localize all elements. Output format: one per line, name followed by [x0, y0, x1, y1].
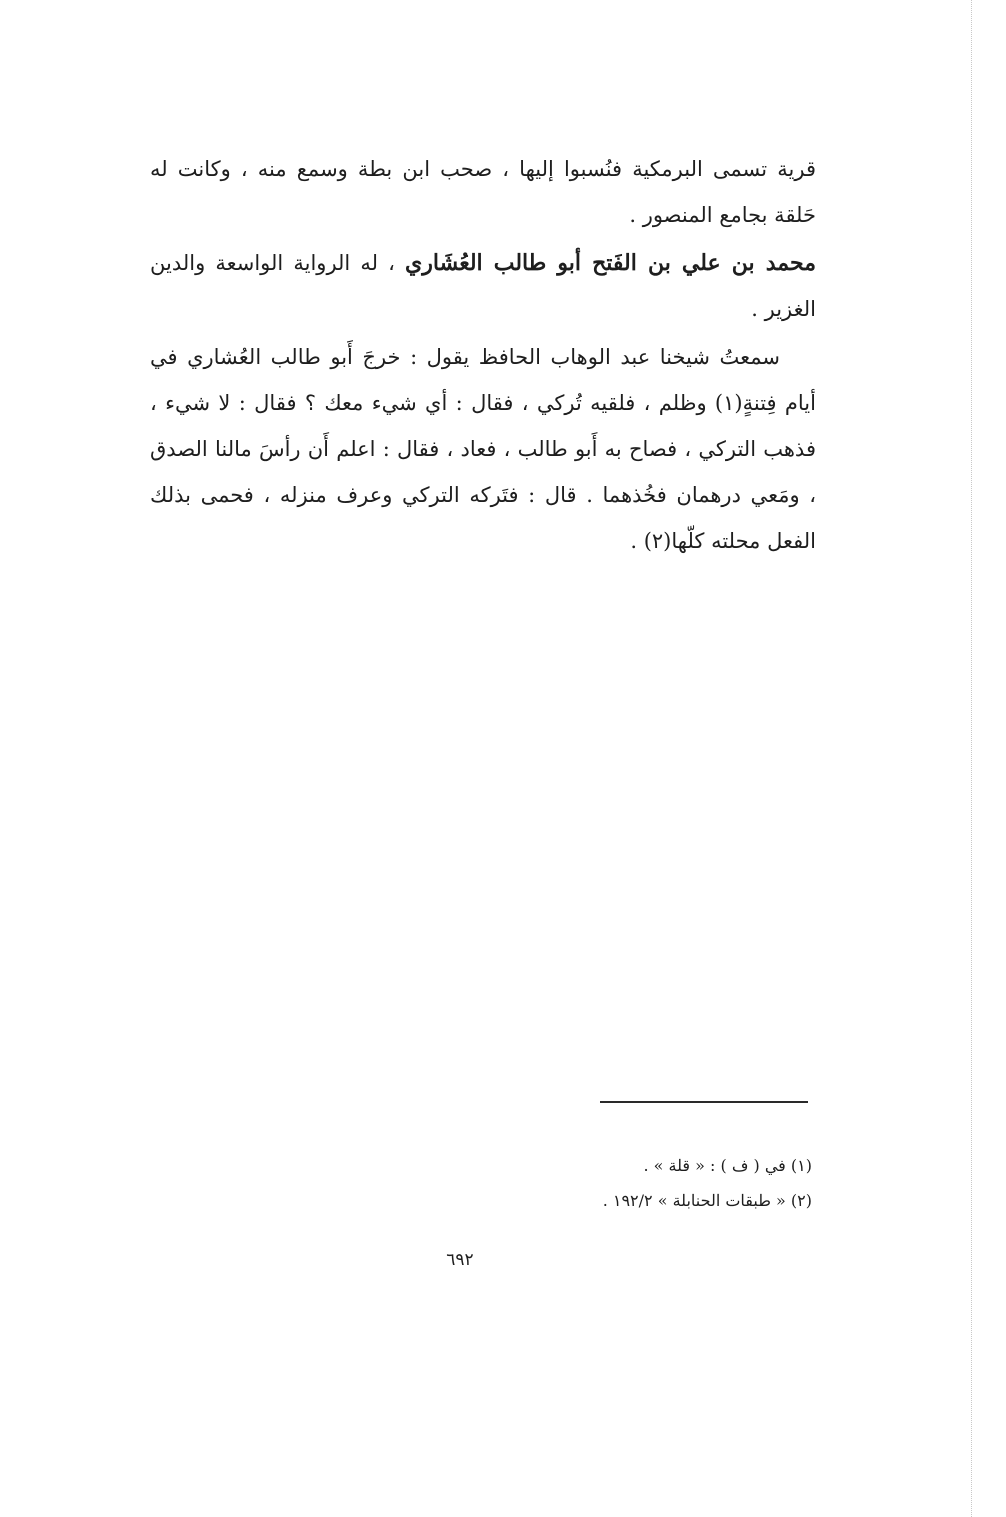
paragraph-text — [150, 240, 816, 332]
anecdote-paragraph — [150, 334, 816, 564]
footnote-2: (٢) « طبقات الحنابلة » ١٩٢/٢ . — [602, 1191, 812, 1210]
entry-name: محمد بن علي بن الفَتح أبو طالب العُشَاري — [405, 250, 816, 276]
biography-entry — [150, 240, 816, 332]
footnotes — [400, 1148, 812, 1218]
paragraph-continuation — [150, 146, 816, 238]
paragraph-text: قرية تسمى البرمكية فنُسبوا إليها ، صحب ابن بطة وسمع منه ، وكانت له حَلقة بجامع المنصور . — [150, 157, 816, 227]
footnote-divider — [600, 1101, 808, 1103]
footnote-1: (١) في ( ف ) : « قلة » . — [643, 1156, 812, 1175]
paragraph-text: سمعتُ شيخنا عبد الوهاب الحافظ يقول : خرجَ أَبو طالب العُشاري في أيام فِتنةٍ(١) وظلم ، فلقيه تُركي ، فقال : أي شيء معك ؟ فقال : لا شيء ، فذهب التركي ، فصاح به أَبو طالب ، فعاد ، فقال : اعلم أَن رأسَ مالنا الصدق ، ومَعي درهمان فخُذهما . قال : فتَركه التركي وعرف منزله ، فحمى بذلك الفعل محلته كلّها(٢) . — [150, 345, 816, 553]
page-number: ٦٩٢ — [446, 1250, 474, 1270]
page-edge-line — [971, 0, 972, 1517]
entry-description: ، له الرواية الواسعة والدين الغزير . — [150, 251, 816, 321]
